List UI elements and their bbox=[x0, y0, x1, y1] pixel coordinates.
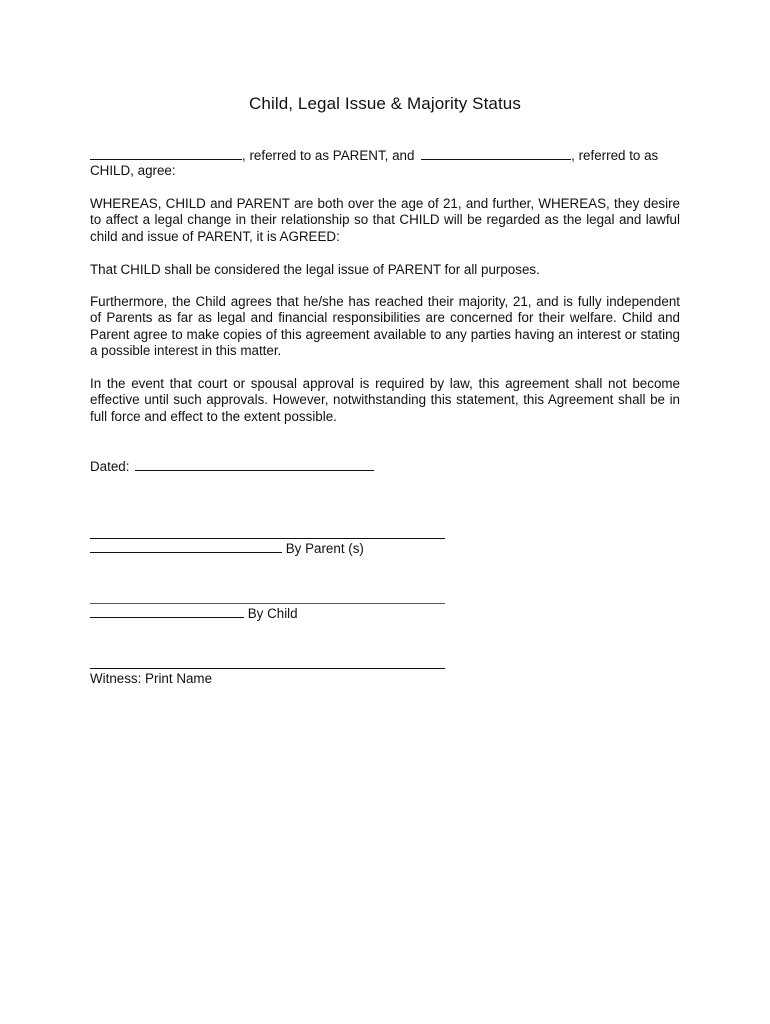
paragraph-legal-issue: That CHILD shall be considered the legal issue of PARENT for all purposes. bbox=[90, 262, 540, 277]
intro-line bbox=[90, 147, 658, 164]
paragraph-approval: In the event that court or spousal approval is required by law, this agreement shall not become effective until such approvals. However, notwithstanding this statement, this Agreement shall be in full force and effect to the extent possible. bbox=[90, 376, 680, 424]
parent-print-blank[interactable] bbox=[90, 540, 282, 553]
parent-name-blank[interactable] bbox=[90, 147, 242, 160]
child-signature-line[interactable] bbox=[90, 603, 445, 604]
dated-blank[interactable] bbox=[135, 458, 374, 471]
dated-label: Dated: bbox=[90, 459, 130, 474]
witness-signature-line[interactable] bbox=[90, 668, 445, 669]
dated-line bbox=[90, 458, 374, 475]
parent-signature-label: By Parent (s) bbox=[285, 541, 364, 556]
intro-child-agree: CHILD, agree: bbox=[90, 163, 176, 178]
child-print-blank[interactable] bbox=[90, 605, 244, 618]
document-title: Child, Legal Issue & Majority Status bbox=[249, 94, 521, 113]
child-signature-label: By Child bbox=[247, 606, 298, 621]
paragraph-whereas: WHEREAS, CHILD and PARENT are both over the age of 21, and further, WHEREAS, they desire to affect a legal change in their relationship so that CHILD will be regarded as the legal and lawful child and issue of PARENT, it is AGREED: bbox=[90, 196, 680, 244]
intro-referred-parent: , referred to as PARENT, and bbox=[242, 148, 415, 163]
parent-signature-row bbox=[90, 540, 364, 557]
witness-label: Witness: Print Name bbox=[90, 671, 213, 686]
intro-referred-child: , referred to as bbox=[571, 148, 659, 163]
parent-signature-line[interactable] bbox=[90, 538, 445, 539]
child-signature-row bbox=[90, 605, 298, 622]
paragraph-majority: Furthermore, the Child agrees that he/she has reached their majority, 21, and is fully independent of Parents as far as legal and financial responsibilities are concerned for their welfare. Child and Parent agree to make copies of this agreement available to any parties having an interest or stating a possible interest in this matter. bbox=[90, 294, 680, 358]
child-name-blank[interactable] bbox=[421, 147, 571, 160]
